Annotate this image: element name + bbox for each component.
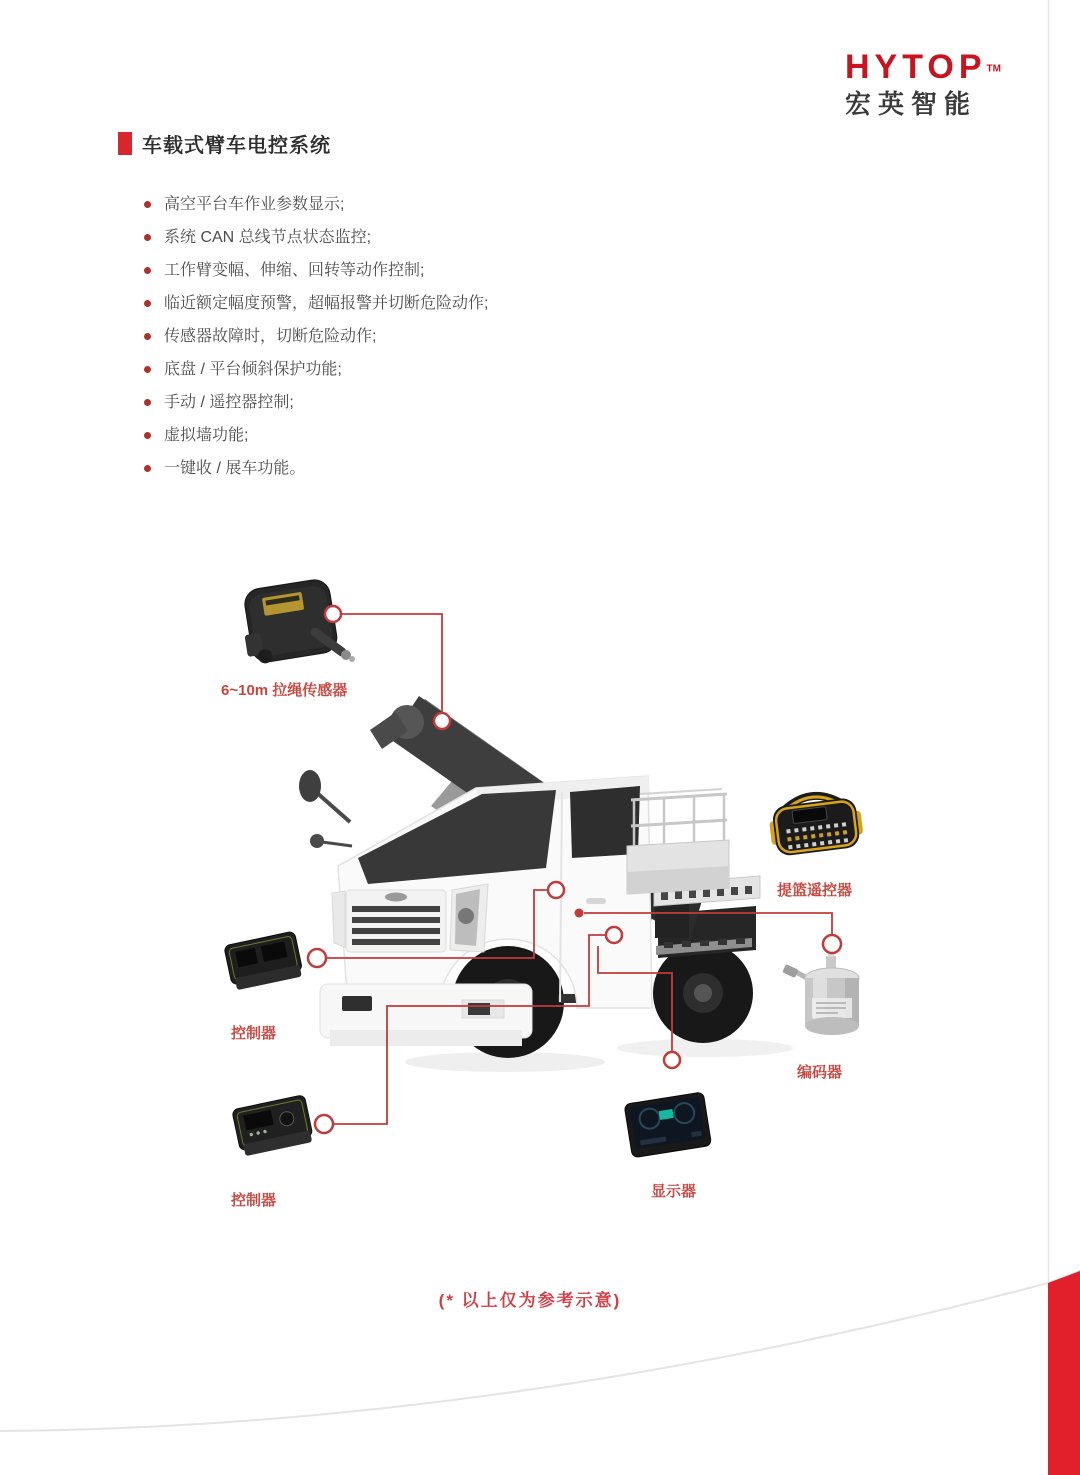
feature-item: 临近额定幅度预警，超幅报警并切断危险动作; xyxy=(140,287,488,320)
trademark-mark: TM xyxy=(986,63,1001,75)
basket-remote-label: 提篮遥控器 xyxy=(777,882,853,899)
reference-note: (* 以上仅为参考示意) xyxy=(438,1291,622,1310)
feature-item: 虚拟墙功能; xyxy=(140,419,488,452)
feature-item: 工作臂变幅、伸缩、回转等动作控制; xyxy=(140,254,488,287)
truck-illustration xyxy=(299,696,793,1072)
page-title: 车载式臂车电控系统 xyxy=(142,135,331,157)
controller-upper-image xyxy=(224,931,304,991)
display-label: 显示器 xyxy=(651,1183,697,1200)
controller-upper-label: 控制器 xyxy=(231,1025,277,1042)
feature-item: 系统 CAN 总线节点状态监控; xyxy=(140,221,488,254)
feature-item: 手动 / 遥控器控制; xyxy=(140,386,488,419)
encoder-label: 编码器 xyxy=(797,1064,843,1081)
encoder-image xyxy=(782,950,859,1035)
display-image xyxy=(624,1092,711,1158)
basket-remote-image xyxy=(767,790,865,857)
controller-lower-label: 控制器 xyxy=(231,1192,277,1209)
controller-lower-image xyxy=(232,1095,314,1157)
rope-sensor-label: 6~10m 拉绳传感器 xyxy=(221,682,348,699)
feature-item: 一键收 / 展车功能。 xyxy=(140,452,488,485)
brand-subtitle: 宏英智能 xyxy=(845,89,978,119)
feature-item: 高空平台车作业参数显示; xyxy=(140,188,488,221)
brand-name: HYTOP xyxy=(845,48,987,86)
feature-item: 底盘 / 平台倾斜保护功能; xyxy=(140,353,488,386)
connector-rope-sensor-line xyxy=(341,614,442,712)
feature-item: 传感器故障时，切断危险动作; xyxy=(140,320,488,353)
connector-anchor-dot xyxy=(575,909,584,918)
